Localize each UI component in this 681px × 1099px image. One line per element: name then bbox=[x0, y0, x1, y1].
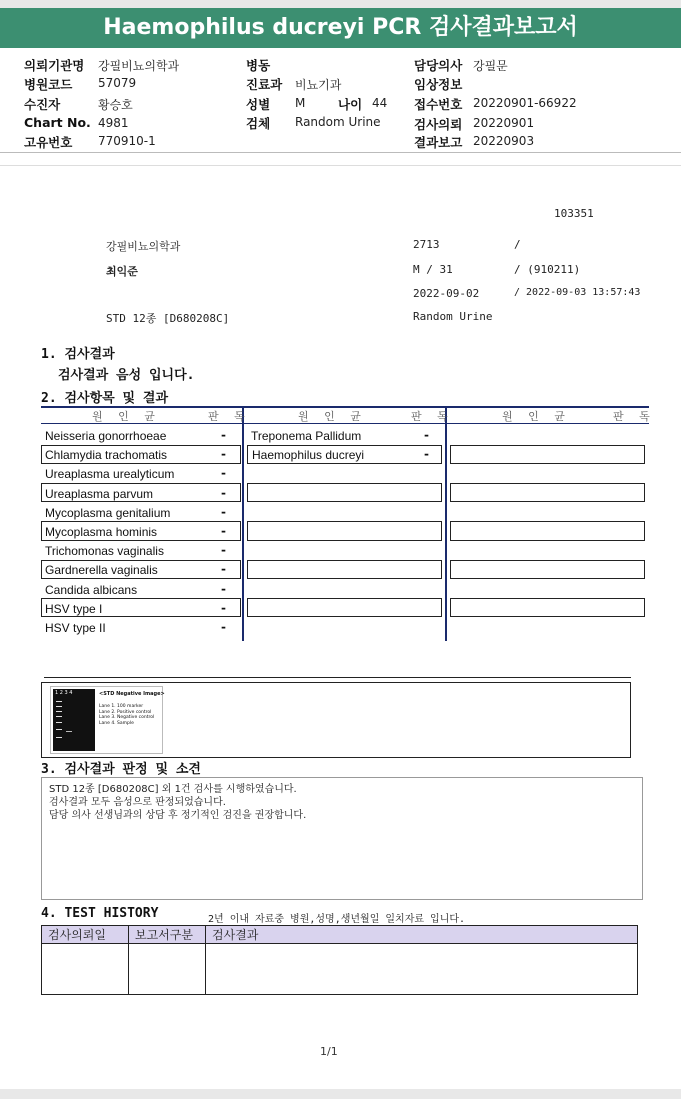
gel-legend-item: Lane 1. 100 marker bbox=[99, 704, 144, 709]
label-slash: / bbox=[514, 238, 521, 251]
section3-title: 3. 검사결과 판정 및 소견 bbox=[41, 762, 201, 777]
empty-row-box bbox=[450, 521, 645, 541]
gel-band bbox=[56, 722, 62, 723]
pathogen-result: - bbox=[221, 601, 226, 615]
header-value: 20220903 bbox=[473, 134, 535, 148]
label-number: 2713 bbox=[413, 238, 440, 251]
pathogen-result: - bbox=[221, 505, 226, 519]
header-divider-2 bbox=[0, 165, 681, 166]
gel-photo bbox=[53, 689, 95, 751]
pathogen-result: - bbox=[221, 543, 226, 557]
gel-legend-item: Lane 3. Negative control bbox=[99, 715, 155, 720]
header-label: 임상정보 bbox=[414, 77, 463, 92]
empty-row-box bbox=[450, 598, 645, 617]
header-label: 성별 bbox=[246, 97, 271, 112]
header-label: Chart No. bbox=[24, 115, 91, 130]
header-label: 결과보고 bbox=[414, 135, 463, 150]
pathogen-name: HSV type II bbox=[45, 621, 106, 635]
opinion-line: 담당 의사 선생님과의 상담 후 정기적인 검진을 권장합니다. bbox=[49, 810, 307, 821]
gel-band bbox=[56, 729, 62, 730]
age-value: 44 bbox=[372, 96, 388, 110]
report-title: Haemophilus ducreyi PCR 검사결과보고서 bbox=[0, 8, 681, 48]
empty-row-box bbox=[450, 560, 645, 579]
bottom-border bbox=[0, 1089, 681, 1099]
header-value: 비뇨기과 bbox=[295, 78, 342, 92]
history-note: 2년 이내 자료중 병원,성명,생년월일 일치자료 입니다. bbox=[208, 914, 466, 925]
gel-legend-item: Lane 4. Sample bbox=[99, 720, 134, 726]
header-value: 20220901 bbox=[473, 116, 535, 130]
pathogen-result: - bbox=[221, 486, 226, 500]
header-label: 고유번호 bbox=[24, 135, 73, 150]
pathogen-result: - bbox=[221, 582, 226, 596]
history-cell bbox=[129, 944, 206, 995]
empty-row-box bbox=[247, 483, 442, 502]
gel-band bbox=[56, 706, 62, 707]
header-label: 검사의뢰 bbox=[414, 117, 463, 132]
header-label: 병원코드 bbox=[24, 77, 73, 92]
header-value: 강필비뇨의학과 bbox=[98, 59, 180, 73]
gel-legend-item: Lane 2. Positive control bbox=[99, 709, 152, 715]
pathogen-name: Ureaplasma urealyticum bbox=[45, 467, 175, 481]
header-value: 57079 bbox=[98, 76, 137, 90]
empty-row-box bbox=[450, 483, 645, 502]
header-pathogen: 원 인 균 bbox=[298, 410, 367, 423]
gel-band bbox=[56, 711, 62, 712]
header-value: 770910-1 bbox=[98, 134, 156, 148]
label-specimen: Random Urine bbox=[413, 310, 493, 323]
history-header: 보고서구분 bbox=[129, 926, 206, 944]
label-code: 103351 bbox=[554, 207, 594, 220]
header-value: M bbox=[295, 96, 306, 110]
header-judgement: 판 독 bbox=[411, 410, 454, 423]
pathogen-result: - bbox=[221, 562, 226, 576]
header-judgement: 판 독 bbox=[613, 410, 656, 423]
label-hospital: 강필비뇨의학과 bbox=[106, 240, 181, 253]
history-header: 검사의뢰일 bbox=[42, 926, 129, 944]
label-sex-age: M / 31 bbox=[413, 263, 453, 276]
label-birth: / (910211) bbox=[514, 263, 581, 276]
header-pathogen: 원 인 균 bbox=[502, 410, 571, 423]
section1-title: 1. 검사결과 bbox=[41, 347, 115, 362]
gel-legend bbox=[99, 704, 154, 726]
header-label: 병동 bbox=[246, 58, 271, 73]
pathogen-name: Gardnerella vaginalis bbox=[45, 563, 158, 577]
pathogen-result: - bbox=[221, 524, 226, 538]
history-cell bbox=[42, 944, 129, 995]
header-value: Random Urine bbox=[295, 115, 381, 129]
column-divider bbox=[242, 406, 244, 641]
pathogen-name: Ureaplasma parvum bbox=[45, 487, 154, 501]
header-label: 담당의사 bbox=[414, 58, 463, 73]
gel-top-rule bbox=[44, 677, 631, 678]
section1-result: 검사결과 음성 입니다. bbox=[58, 368, 195, 383]
history-header: 검사결과 bbox=[206, 926, 638, 944]
pathogen-name: Trichomonas vaginalis bbox=[45, 544, 164, 558]
pathogen-name: Candida albicans bbox=[45, 583, 138, 597]
pathogen-name: HSV type I bbox=[45, 602, 103, 616]
header-label: 진료과 bbox=[246, 77, 283, 92]
section2-title: 2. 검사항목 및 결과 bbox=[41, 391, 169, 406]
label-patient: 최익준 bbox=[106, 265, 138, 278]
header-value: 4981 bbox=[98, 116, 129, 130]
pathogen-result: - bbox=[221, 447, 226, 461]
empty-row-box bbox=[450, 445, 645, 464]
header-value: 강필문 bbox=[473, 59, 508, 73]
pathogen-result: - bbox=[221, 428, 226, 442]
header-value: 20220901-66922 bbox=[473, 96, 577, 110]
gel-title: <STD Negative Image> bbox=[99, 691, 165, 697]
history-cell bbox=[206, 944, 638, 995]
empty-row-box bbox=[247, 560, 442, 579]
gel-band bbox=[56, 701, 62, 702]
pathogen-name: Chlamydia trachomatis bbox=[45, 448, 168, 462]
gel-lane-numbers: 1 2 3 4 bbox=[55, 690, 73, 696]
empty-row-box bbox=[247, 598, 442, 617]
gel-image bbox=[50, 686, 163, 754]
header-label: 의뢰기관명 bbox=[24, 58, 85, 73]
header-value: 황승호 bbox=[98, 98, 133, 112]
label-date1: 2022-09-02 bbox=[413, 287, 480, 300]
header-label: 검체 bbox=[246, 116, 271, 131]
gel-band bbox=[56, 716, 62, 717]
top-border bbox=[0, 0, 681, 8]
pathogen-name: Haemophilus ducreyi bbox=[252, 448, 365, 462]
header-pathogen: 원 인 균 bbox=[92, 410, 161, 423]
header-judgement: 판 독 bbox=[208, 410, 251, 423]
pathogen-name: Mycoplasma hominis bbox=[45, 525, 158, 539]
header-divider bbox=[0, 152, 681, 153]
header-label: 접수번호 bbox=[414, 97, 463, 112]
column-divider bbox=[445, 406, 447, 641]
page-number: 1/1 bbox=[320, 1045, 338, 1058]
header-label: 수진자 bbox=[24, 97, 61, 112]
pathogen-name: Treponema Pallidum bbox=[251, 429, 362, 443]
opinion-line: 검사결과 모두 음성으로 판정되었습니다. bbox=[49, 797, 226, 808]
history-table bbox=[41, 925, 638, 995]
empty-row-box bbox=[247, 521, 442, 541]
age-label: 나이 bbox=[338, 97, 363, 112]
opinion-box bbox=[41, 777, 643, 900]
gel-band bbox=[56, 737, 62, 738]
label-date2: / 2022-09-03 13:57:43 bbox=[514, 287, 641, 298]
pathogen-result: - bbox=[221, 620, 226, 634]
pathogen-result: - bbox=[424, 447, 429, 461]
label-test: STD 12종 [D680208C] bbox=[106, 312, 230, 325]
gel-band bbox=[66, 731, 72, 732]
pathogen-result: - bbox=[221, 466, 226, 480]
pathogen-result: - bbox=[424, 428, 429, 442]
pathogen-name: Neisseria gonorrhoeae bbox=[45, 429, 167, 443]
history-row bbox=[42, 944, 638, 995]
section4-title: 4. TEST HISTORY bbox=[41, 906, 159, 921]
opinion-line: STD 12종 [D680208C] 외 1건 검사를 시행하였습니다. bbox=[49, 784, 297, 795]
pathogen-name: Mycoplasma genitalium bbox=[45, 506, 171, 520]
history-header-row bbox=[42, 926, 638, 944]
